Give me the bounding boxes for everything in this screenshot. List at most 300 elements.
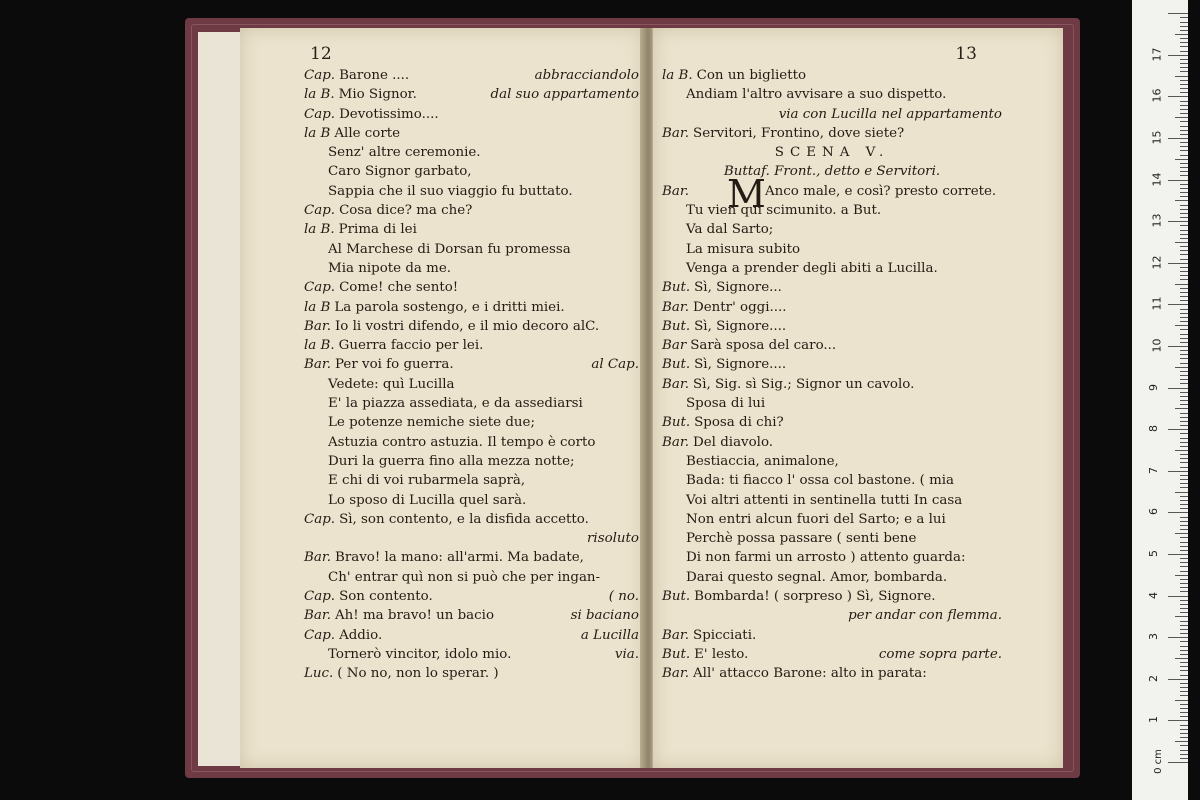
speaker-name: Bar.: [304, 357, 332, 373]
stage-direction: via con Lucilla nel appartamento: [778, 106, 1002, 122]
ruler-tick: [1180, 525, 1188, 526]
line-text: Spicciati.: [693, 627, 757, 643]
text-line: [304, 529, 639, 548]
line-text: Anco male, e così? presto correte.: [765, 183, 997, 199]
ruler-tick: [1175, 658, 1188, 659]
text-line: [304, 510, 639, 529]
speaker-name: Cap.: [304, 68, 336, 83]
ruler-tick: [1180, 737, 1188, 738]
line-text: Va dal Sarto;: [686, 222, 774, 238]
ruler-tick: [1180, 675, 1188, 676]
text-line: [304, 317, 639, 336]
ruler-tick: [1180, 209, 1188, 210]
speaker-name: Cap.: [304, 627, 336, 643]
ruler-tick: [1180, 537, 1188, 538]
stage-direction: abbracciandolo: [534, 68, 639, 83]
line-text: Sì, Signore....: [694, 318, 787, 334]
ruler-tick: [1175, 242, 1188, 243]
speaker-name: Bar.: [304, 550, 332, 566]
line-text: Sì, Signore....: [694, 357, 787, 373]
ruler-tick: [1175, 159, 1188, 160]
ruler-number: 9: [1147, 383, 1160, 391]
text-line: [662, 568, 1002, 587]
text-line: [662, 105, 1002, 124]
speaker-name: la B.: [304, 222, 335, 238]
line-text: La misura subito: [686, 241, 801, 257]
ruler-tick: [1180, 650, 1188, 651]
line-text: Sì, son contento, e la disfida accetto.: [339, 511, 589, 527]
speaker-name: Bar.: [662, 627, 690, 643]
ruler-number: 13: [1150, 213, 1164, 228]
ruler-tick: [1180, 296, 1188, 297]
text-line: [304, 587, 639, 606]
text-line: [662, 201, 1002, 220]
ruler-tick: [1180, 188, 1188, 189]
ruler-tick: [1180, 383, 1188, 384]
ruler-tick: [1180, 745, 1188, 746]
speaker-name: Cap.: [304, 203, 336, 219]
ruler-tick: [1180, 288, 1188, 289]
ruler-tick: [1180, 146, 1188, 147]
ruler-tick: [1180, 754, 1188, 755]
ruler-tick: [1180, 313, 1188, 314]
ruler-number: 6: [1147, 508, 1160, 516]
text-line: [662, 452, 1002, 471]
line-text: Andiam l'altro avvisare a suo dispetto.: [686, 87, 947, 103]
speaker-name: Luc.: [304, 666, 334, 682]
ruler-tick: [1180, 504, 1188, 505]
ruler-tick: [1180, 30, 1188, 31]
ruler-tick: [1180, 246, 1188, 247]
ruler-tick: [1180, 309, 1188, 310]
ruler-tick: [1180, 633, 1188, 634]
line-text: Caro Signor garbato,: [328, 164, 472, 180]
stage-direction: dal suo appartamento: [490, 87, 639, 103]
text-line: [662, 240, 1002, 259]
ruler-tick: [1180, 38, 1188, 39]
text-line: [662, 259, 1002, 278]
ruler-tick: [1180, 271, 1188, 272]
line-text: E chi di voi rubarmela saprà,: [328, 473, 526, 489]
ruler-tick: [1180, 629, 1188, 630]
ruler-tick: [1180, 184, 1188, 185]
ruler-tick: [1175, 700, 1188, 701]
ruler-tick: [1180, 234, 1188, 235]
ruler-tick: [1180, 462, 1188, 463]
ruler-tick: [1180, 42, 1188, 43]
ruler-tick: [1175, 325, 1188, 326]
text-line: [662, 664, 1002, 683]
ruler-tick: [1180, 329, 1188, 330]
text-line: [662, 143, 1002, 162]
ruler-tick: [1175, 450, 1188, 451]
line-text: Di non farmi un arrosto ) attento guarda:: [686, 550, 966, 566]
ruler-tick: [1180, 479, 1188, 480]
ruler-tick: [1180, 259, 1188, 260]
text-line: [662, 298, 1002, 317]
ruler-tick: [1168, 762, 1188, 763]
line-text: Tu vien quì scimunito. a But.: [686, 203, 882, 219]
line-text: All' attacco Barone: alto in parata:: [693, 666, 927, 682]
ruler-tick: [1168, 637, 1188, 638]
ruler-tick: [1180, 566, 1188, 567]
line-text: Sappia che il suo viaggio fu buttato.: [328, 183, 573, 199]
speaker-name: Bar.: [662, 666, 690, 682]
text-line: [304, 85, 639, 104]
ruler-tick: [1168, 346, 1188, 347]
line-text: Sì, Signore...: [694, 280, 782, 296]
text-line: [304, 182, 639, 201]
speaker-name: But.: [662, 357, 691, 373]
ruler-number: 8: [1147, 425, 1160, 433]
ruler-tick: [1180, 379, 1188, 380]
ruler-tick: [1180, 475, 1188, 476]
line-text: Come! che sento!: [339, 280, 459, 296]
ruler-tick: [1180, 517, 1188, 518]
ruler-tick: [1175, 408, 1188, 409]
speaker-name: la B.: [662, 68, 693, 83]
line-text: Mio Signor.: [338, 87, 417, 103]
ruler-tick: [1180, 63, 1188, 64]
ruler-number: 4: [1147, 591, 1160, 599]
line-text: Bada: ti fiacco l' ossa col bastone. ( mia: [686, 473, 955, 489]
text-line: [662, 336, 1002, 355]
ruler-tick: [1180, 217, 1188, 218]
ruler-number: 14: [1150, 172, 1164, 187]
ruler-tick: [1180, 496, 1188, 497]
ruler-tick: [1168, 138, 1188, 139]
ruler-tick: [1180, 571, 1188, 572]
speaker-name: Bar.: [662, 125, 690, 141]
ruler-tick: [1180, 171, 1188, 172]
ruler-tick: [1168, 221, 1188, 222]
speaker-name: la B: [304, 299, 331, 315]
line-text: Son contento.: [339, 589, 433, 605]
speaker-name: Bar: [662, 338, 687, 354]
text-line: [304, 645, 639, 664]
ruler-number: 1: [1147, 716, 1160, 724]
ruler-tick: [1175, 741, 1188, 742]
ruler-tick: [1180, 109, 1188, 110]
text-line: [304, 124, 639, 143]
ruler-tick: [1180, 26, 1188, 27]
text-line: [304, 471, 639, 490]
ruler-tick: [1180, 704, 1188, 705]
speaker-name: Bar.: [304, 318, 332, 334]
left-page-text: [304, 66, 639, 684]
ruler-tick: [1168, 512, 1188, 513]
text-line: [662, 278, 1002, 297]
ruler-tick: [1180, 454, 1188, 455]
ruler-tick: [1180, 142, 1188, 143]
text-line: [662, 433, 1002, 452]
text-line: [662, 491, 1002, 510]
line-text: Sarà sposa del caro...: [690, 338, 837, 354]
text-line: [304, 664, 639, 683]
text-line: [304, 413, 639, 432]
line-text: Perchè possa passare ( senti bene: [686, 531, 917, 547]
line-text: Prima di lei: [338, 222, 417, 238]
ruler-number: 16: [1150, 88, 1164, 103]
page-number: 13: [955, 44, 977, 64]
stage-direction: al Cap.: [591, 357, 639, 373]
line-text: E' la piazza assediata, e da assediarsi: [328, 396, 583, 412]
text-line: [304, 626, 639, 645]
line-text: Dentr' oggi....: [693, 299, 787, 315]
ruler-number: 12: [1150, 255, 1164, 270]
ruler-tick: [1175, 575, 1188, 576]
ruler-tick: [1180, 716, 1188, 717]
ruler-tick: [1175, 284, 1188, 285]
ruler-tick: [1180, 113, 1188, 114]
ruler-tick: [1180, 446, 1188, 447]
ruler-tick: [1168, 263, 1188, 264]
text-line: [304, 548, 639, 567]
ruler-tick: [1180, 275, 1188, 276]
ruler-tick: [1180, 550, 1188, 551]
ruler-tick: [1168, 55, 1188, 56]
text-line: [662, 375, 1002, 394]
speaker-name: But.: [662, 415, 691, 431]
speaker-name: Bar.: [662, 434, 690, 450]
text-line: [662, 162, 1002, 181]
page-number: 12: [310, 44, 332, 64]
line-text: Al Marchese di Dorsan fu promessa: [328, 241, 571, 257]
ruler-tick: [1180, 250, 1188, 251]
line-text: La parola sostengo, e i dritti miei.: [334, 299, 565, 315]
drop-capital: M: [727, 171, 766, 216]
ruler-tick: [1168, 596, 1188, 597]
ruler-tick: [1180, 279, 1188, 280]
right-page-text: [662, 66, 1002, 684]
ruler-number: 2: [1147, 674, 1160, 682]
ruler-number: 11: [1150, 296, 1164, 311]
text-line: [304, 220, 639, 239]
line-text: Ch' entrar quì non si può che per ingan-: [328, 569, 601, 585]
line-text: Non entri alcun fuori del Sarto; e a lui: [686, 511, 946, 527]
left-page: [240, 28, 645, 768]
line-text: Ah! ma bravo! un bacio: [335, 608, 495, 624]
line-text: Senz' altre ceremonie.: [328, 145, 481, 161]
line-text: Cosa dice? ma che?: [339, 203, 473, 219]
ruler-tick: [1168, 304, 1188, 305]
ruler-tick: [1168, 679, 1188, 680]
ruler-tick: [1180, 126, 1188, 127]
ruler-tick: [1175, 616, 1188, 617]
ruler-tick: [1180, 542, 1188, 543]
text-line: [304, 143, 639, 162]
line-text: Bestiaccia, animalone,: [686, 453, 839, 469]
ruler-tick: [1180, 641, 1188, 642]
ruler-tick: [1168, 180, 1188, 181]
ruler-tick: [1180, 150, 1188, 151]
ruler-tick: [1180, 625, 1188, 626]
text-line: [304, 298, 639, 317]
stage-direction: come sopra parte.: [878, 646, 1002, 662]
speaker-name: Bar.: [304, 608, 332, 624]
ruler-tick: [1180, 17, 1188, 18]
text-line: [304, 240, 639, 259]
text-line: [304, 355, 639, 374]
text-line: [662, 587, 1002, 606]
line-text: Venga a prender degli abiti a Lucilla.: [686, 260, 938, 276]
stage-cast: Buttaf. Front., detto e Servitori.: [723, 164, 941, 180]
text-line: [304, 375, 639, 394]
speaker-name: Cap.: [304, 511, 336, 527]
ruler-tick: [1180, 84, 1188, 85]
ruler-tick: [1180, 413, 1188, 414]
speaker-name: But.: [662, 646, 691, 662]
text-line: [304, 394, 639, 413]
ruler-tick: [1180, 500, 1188, 501]
ruler-tick: [1180, 546, 1188, 547]
measuring-ruler: [1132, 0, 1188, 800]
ruler-tick: [1180, 59, 1188, 60]
ruler-tick: [1180, 725, 1188, 726]
stage-direction: si baciano: [570, 608, 639, 624]
text-line: [662, 355, 1002, 374]
ruler-tick: [1180, 67, 1188, 68]
ruler-tick: [1175, 492, 1188, 493]
stage-direction: risoluto: [587, 531, 639, 547]
text-line: [662, 413, 1002, 432]
ruler-tick: [1180, 105, 1188, 106]
ruler-tick: [1180, 467, 1188, 468]
ruler-tick: [1180, 600, 1188, 601]
ruler-tick: [1180, 121, 1188, 122]
ruler-tick: [1180, 230, 1188, 231]
ruler-tick: [1180, 508, 1188, 509]
line-text: Con un biglietto: [696, 68, 807, 83]
ruler-tick: [1168, 96, 1188, 97]
line-text: Lo sposo di Lucilla quel sarà.: [328, 492, 527, 508]
ruler-tick: [1180, 670, 1188, 671]
line-text: Servitori, Frontino, dove siete?: [693, 125, 905, 141]
ruler-tick: [1180, 558, 1188, 559]
text-line: [304, 259, 639, 278]
ruler-tick: [1168, 13, 1188, 14]
ruler-number: 7: [1147, 466, 1160, 474]
ruler-tick: [1180, 662, 1188, 663]
text-line: [304, 105, 639, 124]
speaker-name: la B.: [304, 338, 335, 354]
text-line: [304, 568, 639, 587]
ruler-tick: [1180, 338, 1188, 339]
ruler-tick: [1175, 34, 1188, 35]
speaker-name: Bar.: [662, 376, 690, 392]
ruler-tick: [1180, 417, 1188, 418]
speaker-name: la B.: [304, 87, 335, 103]
line-text: Bravo! la mano: all'armi. Ma badate,: [335, 550, 584, 566]
ruler-tick: [1168, 471, 1188, 472]
line-text: Barone ....: [339, 68, 410, 83]
ruler-tick: [1180, 621, 1188, 622]
ruler-tick: [1180, 579, 1188, 580]
text-line: [662, 606, 1002, 625]
ruler-tick: [1168, 388, 1188, 389]
line-text: Io li vostri difendo, e il mio decoro alC.: [335, 318, 600, 334]
text-line: [304, 201, 639, 220]
ruler-tick: [1180, 130, 1188, 131]
speaker-name: But.: [662, 318, 691, 334]
ruler-tick: [1180, 687, 1188, 688]
ruler-tick: [1180, 192, 1188, 193]
ruler-tick: [1180, 358, 1188, 359]
ruler-tick: [1180, 175, 1188, 176]
speaker-name: But.: [662, 589, 691, 605]
ruler-tick: [1180, 22, 1188, 23]
text-line: [662, 548, 1002, 567]
ruler-tick: [1180, 529, 1188, 530]
text-line: [662, 394, 1002, 413]
ruler-tick: [1180, 750, 1188, 751]
speaker-name: But.: [662, 280, 691, 296]
line-text: Tornerò vincitor, idolo mio.: [328, 646, 512, 662]
ruler-tick: [1180, 267, 1188, 268]
ruler-tick: [1180, 375, 1188, 376]
ruler-tick: [1180, 683, 1188, 684]
line-text: Duri la guerra fino alla mezza notte;: [328, 453, 575, 469]
stage-direction: via.: [614, 646, 639, 662]
ruler-tick: [1175, 200, 1188, 201]
ruler-tick: [1175, 367, 1188, 368]
line-text: Vedete: quì Lucilla: [328, 376, 455, 392]
ruler-tick: [1180, 708, 1188, 709]
text-line: [304, 452, 639, 471]
speaker-name: Bar.: [662, 183, 690, 199]
ruler-tick: [1180, 421, 1188, 422]
ruler-tick: [1180, 695, 1188, 696]
line-text: Sposa di chi?: [694, 415, 784, 431]
text-line: [662, 529, 1002, 548]
ruler-number: 15: [1150, 130, 1164, 145]
text-line: [662, 220, 1002, 239]
stage-direction: ( no.: [608, 589, 639, 605]
ruler-tick: [1180, 438, 1188, 439]
ruler-tick: [1180, 51, 1188, 52]
ruler-tick: [1180, 238, 1188, 239]
ruler-tick: [1180, 591, 1188, 592]
speaker-name: Cap.: [304, 280, 336, 296]
text-line: [662, 626, 1002, 645]
ruler-number: 17: [1150, 47, 1164, 62]
line-text: Mia nipote da me.: [328, 260, 452, 276]
ruler-tick: [1180, 392, 1188, 393]
ruler-tick: [1180, 134, 1188, 135]
ruler-tick: [1180, 92, 1188, 93]
line-text: Voi altri attenti in sentinella tutti In casa: [686, 492, 963, 508]
ruler-tick: [1180, 101, 1188, 102]
ruler-tick: [1180, 321, 1188, 322]
line-text: Guerra faccio per lei.: [338, 338, 484, 354]
ruler-tick: [1180, 758, 1188, 759]
ruler-tick: [1180, 167, 1188, 168]
ruler-tick: [1168, 554, 1188, 555]
ruler-tick: [1180, 71, 1188, 72]
ruler-tick: [1180, 225, 1188, 226]
ruler-unit-label: 0 cm: [1152, 749, 1164, 774]
ruler-tick: [1180, 442, 1188, 443]
ruler-tick: [1168, 720, 1188, 721]
speaker-name: la B: [304, 125, 331, 141]
text-line: [662, 66, 1002, 85]
ruler-tick: [1180, 292, 1188, 293]
text-line: [304, 66, 639, 85]
line-text: ( No no, non lo sperar. ): [337, 666, 499, 682]
ruler-tick: [1180, 213, 1188, 214]
ruler-tick: [1180, 733, 1188, 734]
text-line: [304, 336, 639, 355]
